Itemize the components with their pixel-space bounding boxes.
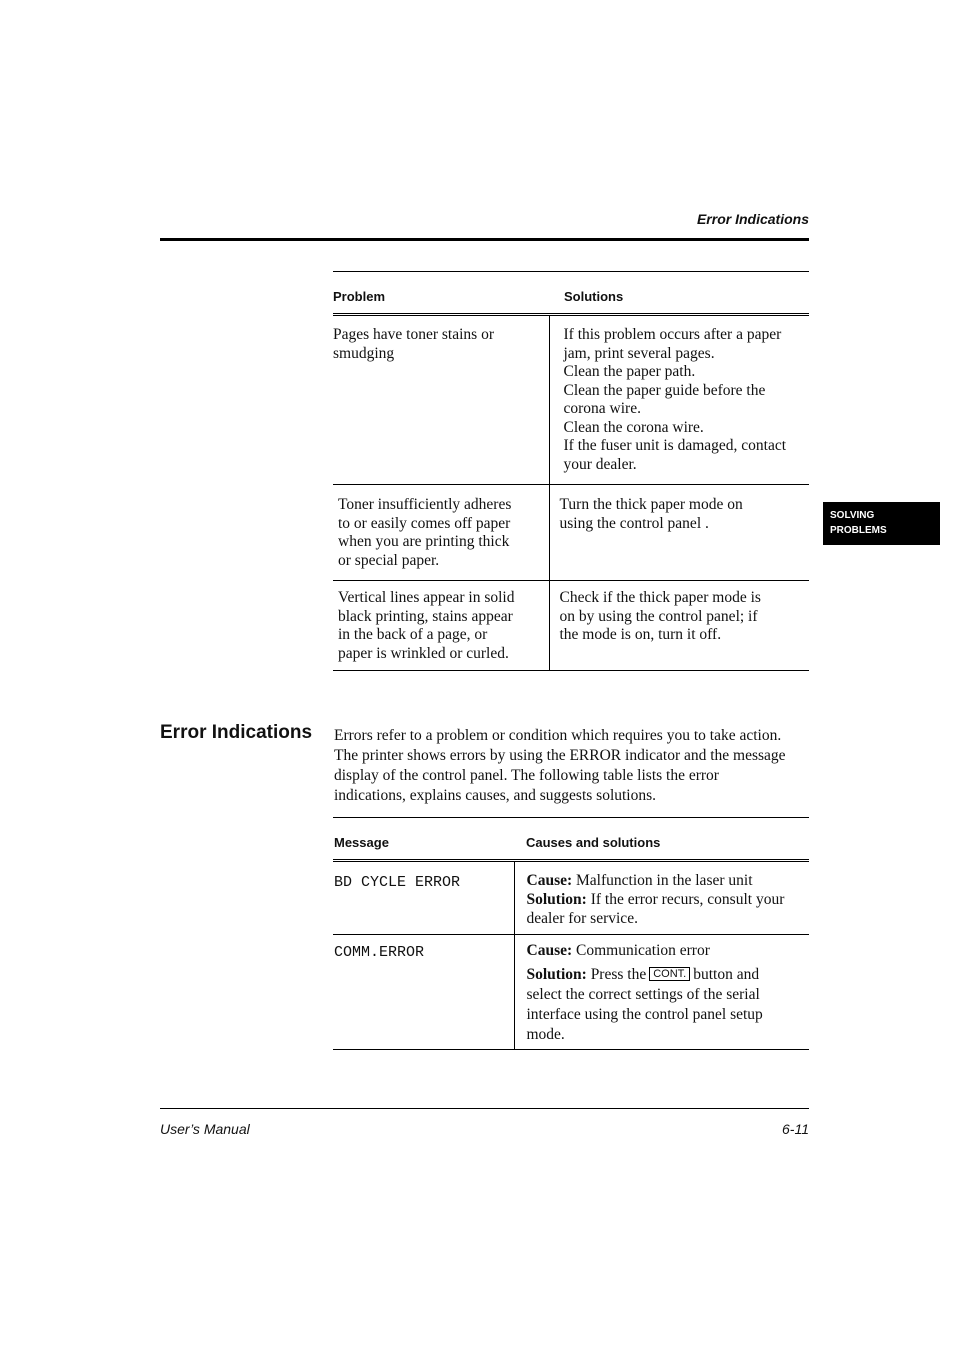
section-intro <box>334 726 810 806</box>
error-message: COMM.ERROR <box>334 944 425 961</box>
problem-text: Pages have toner stains or <box>333 326 494 343</box>
solution-label: Solution: <box>526 966 587 983</box>
problems-table <box>333 271 809 671</box>
problem-text: black printing, stains appear <box>338 607 513 625</box>
intro-line: Errors refer to a problem or condition which requires you to take action. <box>334 727 782 744</box>
solutions-cell <box>549 581 809 671</box>
running-header-title: Error Indications <box>696 211 809 227</box>
problem-cell <box>333 315 549 485</box>
solution-text: interface using the control panel setup <box>526 1006 763 1023</box>
problem-text: to or easily comes off paper <box>338 514 511 532</box>
problem-cell <box>333 485 549 581</box>
cause-text: Communication error <box>572 942 710 959</box>
footer-rule <box>160 1108 809 1109</box>
solutions-cell <box>549 485 809 581</box>
problem-text: Vertical lines appear in solid <box>338 589 515 606</box>
intro-line: The printer shows errors by using the ERROR indicator and the message <box>334 747 786 764</box>
problems-table-header-row <box>333 272 809 315</box>
solution-text: on by using the control panel; if <box>559 607 758 625</box>
solution-text: using the control panel . <box>559 514 709 532</box>
problem-text: Toner insufficiently adheres <box>338 496 512 513</box>
solution-text: button and <box>693 966 760 983</box>
solution-text: mode. <box>526 1026 565 1043</box>
solution-text: your dealer. <box>563 455 637 473</box>
solution-text: corona wire. <box>563 400 641 417</box>
solution-text: jam, print several pages. <box>563 344 715 362</box>
table-row <box>333 861 809 935</box>
intro-line: display of the control panel. The following table lists the error <box>334 767 719 784</box>
column-header-problem: Problem <box>333 272 549 315</box>
solution-label: Solution: <box>526 891 587 908</box>
solution-text: If the error recurs, consult your <box>586 891 785 908</box>
solution-text: dealer for service. <box>526 910 638 927</box>
solution-text: Clean the paper path. <box>563 363 696 380</box>
side-tab-line-1: SOLVING <box>830 510 875 521</box>
header-rule <box>160 238 809 241</box>
errors-table <box>333 817 809 1050</box>
cause-label: Cause: <box>526 942 573 959</box>
solutions-cell <box>549 315 809 485</box>
solution-text: Clean the paper guide before the <box>563 381 766 399</box>
cause-text: Malfunction in the laser unit <box>572 872 753 889</box>
column-header-message: Message <box>333 818 514 861</box>
cont-key-glyph: CONT. <box>649 967 690 981</box>
problem-text: when you are printing thick <box>338 533 510 550</box>
solution-text: the mode is on, turn it off. <box>559 626 722 643</box>
page-number: 6-11 <box>782 1121 809 1137</box>
problem-cell <box>333 581 549 671</box>
solution-text: Clean the corona wire. <box>563 418 704 436</box>
message-cell <box>333 861 514 935</box>
footer-manual-title: User’s Manual <box>160 1121 250 1137</box>
solution-text: Press the <box>586 966 647 983</box>
solution-text: select the correct settings of the serial <box>526 986 760 1003</box>
problem-text: paper is wrinkled or curled. <box>338 644 509 662</box>
causes-cell <box>514 935 809 1050</box>
solution-text: Turn the thick paper mode on <box>559 496 743 513</box>
solution-text: Check if the thick paper mode is <box>559 589 761 606</box>
table-row <box>333 315 809 485</box>
column-header-causes: Causes and solutions <box>514 818 809 861</box>
problem-text: in the back of a page, or <box>338 626 488 643</box>
side-tab-line-2: PROBLEMS <box>830 525 887 536</box>
table-row <box>333 935 809 1050</box>
errors-table-header-row <box>333 818 809 861</box>
error-message: BD CYCLE ERROR <box>334 874 461 891</box>
section-side-tab <box>823 502 940 545</box>
solution-text: If this problem occurs after a paper <box>563 326 782 343</box>
problem-text: smudging <box>333 344 395 362</box>
solution-text: If the fuser unit is damaged, contact <box>563 437 787 454</box>
cause-label: Cause: <box>526 872 573 889</box>
problem-text: or special paper. <box>338 551 440 569</box>
column-header-solutions: Solutions <box>549 272 809 315</box>
message-cell <box>333 935 514 1050</box>
table-row <box>333 485 809 581</box>
intro-line: indications, explains causes, and suggests solutions. <box>334 787 657 804</box>
causes-cell <box>514 861 809 935</box>
table-row <box>333 581 809 671</box>
section-heading: Error Indications <box>160 722 313 743</box>
